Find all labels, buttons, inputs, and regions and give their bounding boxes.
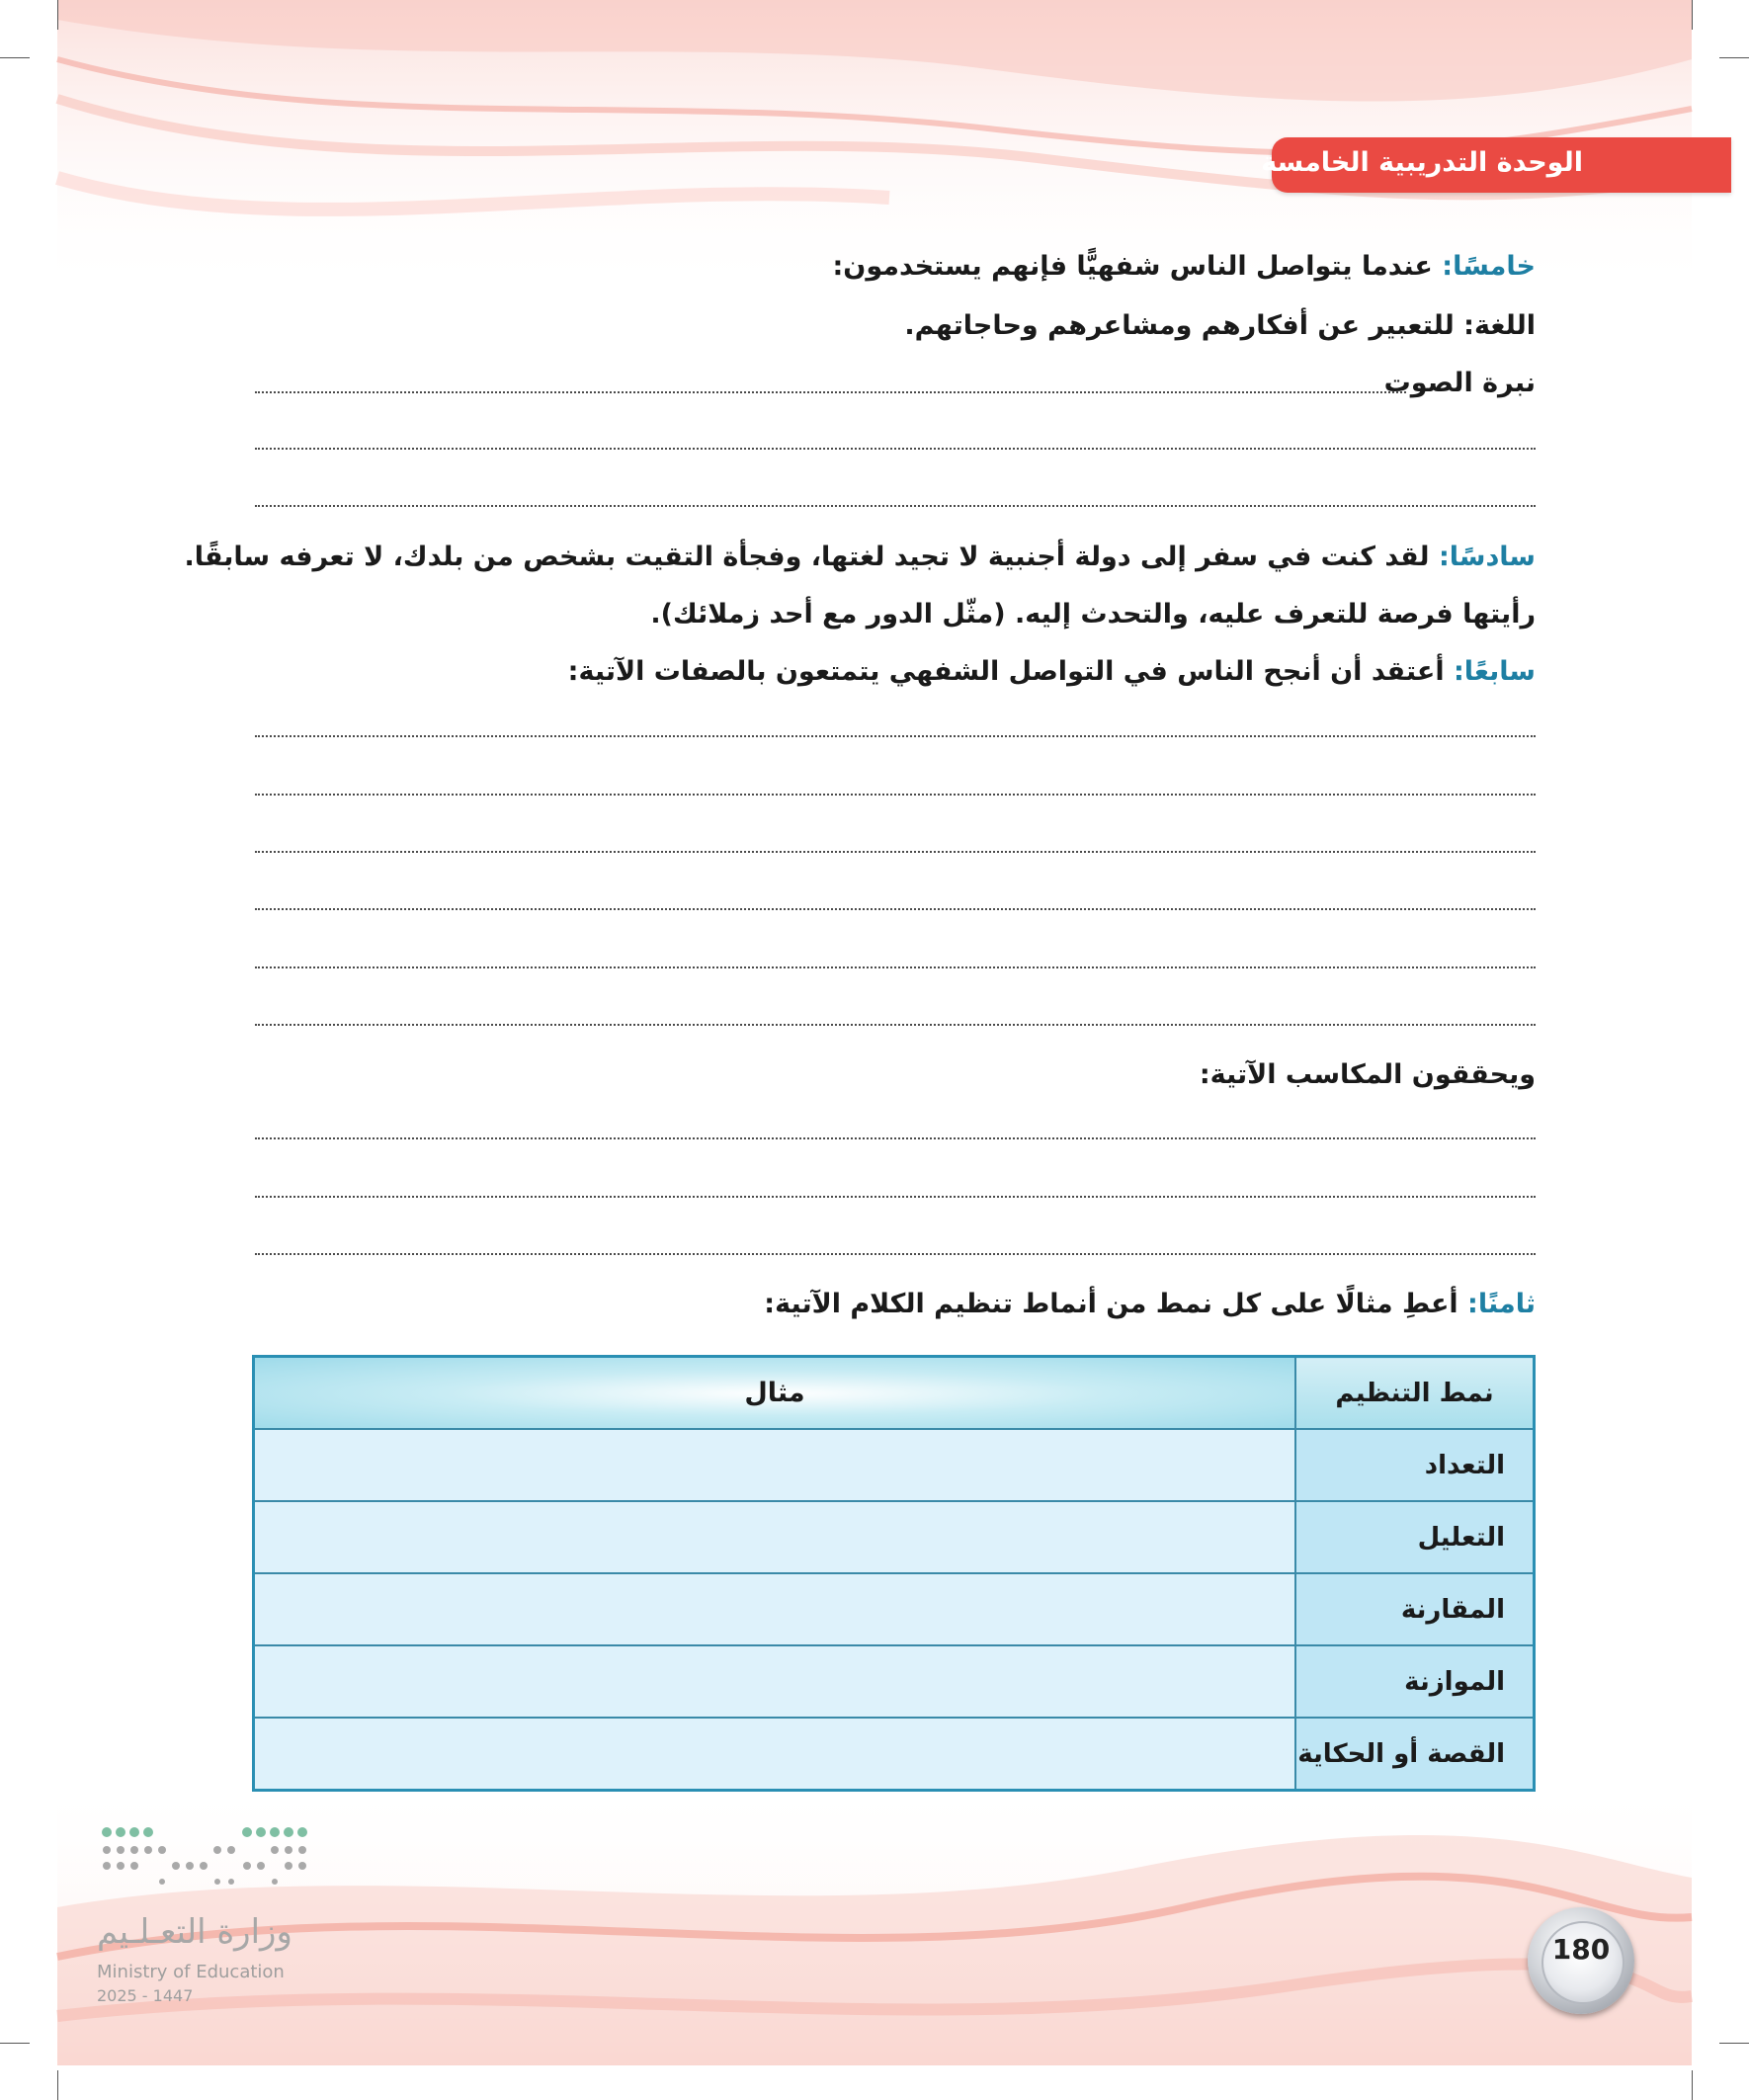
unit-title: الوحدة التدريبية الخامسة bbox=[1261, 147, 1583, 178]
q6-label: سادسًا: bbox=[1438, 542, 1536, 572]
answer-line[interactable] bbox=[255, 908, 1536, 910]
page-number: 180 bbox=[1551, 1933, 1611, 1966]
crop-mark bbox=[57, 0, 58, 30]
example-cell[interactable] bbox=[254, 1501, 1296, 1573]
table-row bbox=[254, 1501, 1535, 1573]
patterns-table bbox=[252, 1355, 1536, 1792]
pattern-label: الموازنة bbox=[1295, 1645, 1535, 1718]
unit-title-tab bbox=[1261, 137, 1731, 193]
table-row bbox=[254, 1718, 1535, 1791]
pattern-label: التعليل bbox=[1295, 1501, 1535, 1573]
crop-mark bbox=[0, 57, 30, 58]
example-cell[interactable] bbox=[254, 1645, 1296, 1718]
crop-mark bbox=[0, 2043, 30, 2044]
table-row bbox=[254, 1429, 1535, 1501]
answer-line[interactable] bbox=[255, 391, 1406, 393]
table-row bbox=[254, 1645, 1535, 1718]
q7-heading bbox=[568, 656, 1536, 687]
answer-line[interactable] bbox=[255, 735, 1536, 737]
crop-mark bbox=[1692, 2070, 1693, 2100]
q5-language-line: اللغة: للتعبير عن أفكارهم ومشاعرهم وحاجاتهم. bbox=[904, 310, 1536, 341]
q5-label: خامسًا: bbox=[1442, 251, 1536, 282]
table-row bbox=[254, 1573, 1535, 1645]
q8-text: أعطِ مثالًا على كل نمط من أنماط تنظيم الكلام الآتية: bbox=[764, 1289, 1468, 1319]
crop-mark bbox=[1692, 0, 1693, 30]
q5-text: عندما يتواصل الناس شفهيًّا فإنهم يستخدمون: bbox=[832, 251, 1443, 282]
header-example: مثال bbox=[254, 1357, 1296, 1430]
answer-line[interactable] bbox=[255, 1253, 1536, 1255]
crop-mark bbox=[1719, 2043, 1749, 2044]
q7-gains-line: ويحققون المكاسب الآتية: bbox=[1199, 1059, 1536, 1090]
q6-text: لقد كنت في سفر إلى دولة أجنبية لا تجيد لغتها، وفجأة التقيت بشخص من بلدك، لا تعرفه سابقًا. bbox=[184, 542, 1439, 572]
crop-mark bbox=[57, 2070, 58, 2100]
example-cell[interactable] bbox=[254, 1573, 1296, 1645]
q6-heading bbox=[184, 542, 1536, 572]
answer-line[interactable] bbox=[255, 794, 1536, 796]
example-cell[interactable] bbox=[254, 1718, 1296, 1791]
q8-heading bbox=[764, 1289, 1536, 1319]
pattern-label: التعداد bbox=[1295, 1429, 1535, 1501]
answer-line[interactable] bbox=[255, 1137, 1536, 1139]
answer-line[interactable] bbox=[255, 505, 1536, 507]
q7-label: سابعًا: bbox=[1453, 656, 1536, 687]
answer-line[interactable] bbox=[255, 1196, 1536, 1198]
ministry-logo-icon bbox=[99, 1824, 311, 1893]
q6-line2: رأيتها فرصة للتعرف عليه، والتحدث إليه. (مثّل الدور مع أحد زملائك). bbox=[650, 599, 1536, 630]
answer-line[interactable] bbox=[255, 851, 1536, 853]
q5-heading bbox=[833, 251, 1537, 282]
page-number-badge bbox=[1528, 1907, 1634, 2014]
q7-text: أعتقد أن أنجح الناس في التواصل الشفهي يتمتعون بالصفات الآتية: bbox=[567, 656, 1454, 687]
answer-line[interactable] bbox=[255, 1024, 1536, 1026]
ministry-name-ar: وزارة التعـلـيم bbox=[97, 1912, 292, 1952]
table-header-row bbox=[254, 1357, 1535, 1430]
ministry-name-en: Ministry of Education bbox=[97, 1962, 285, 1982]
crop-mark bbox=[1719, 57, 1749, 58]
answer-line[interactable] bbox=[255, 966, 1536, 968]
q5-tone-line: نبرة الصوت bbox=[1383, 368, 1536, 398]
q8-label: ثامنًا: bbox=[1467, 1289, 1536, 1319]
pattern-label: المقارنة bbox=[1295, 1573, 1535, 1645]
header-pattern: نمط التنظيم bbox=[1295, 1357, 1535, 1430]
example-cell[interactable] bbox=[254, 1429, 1296, 1501]
answer-line[interactable] bbox=[255, 448, 1536, 450]
ministry-year: 2025 - 1447 bbox=[97, 1986, 194, 2005]
pattern-label: القصة أو الحكاية bbox=[1295, 1718, 1535, 1791]
